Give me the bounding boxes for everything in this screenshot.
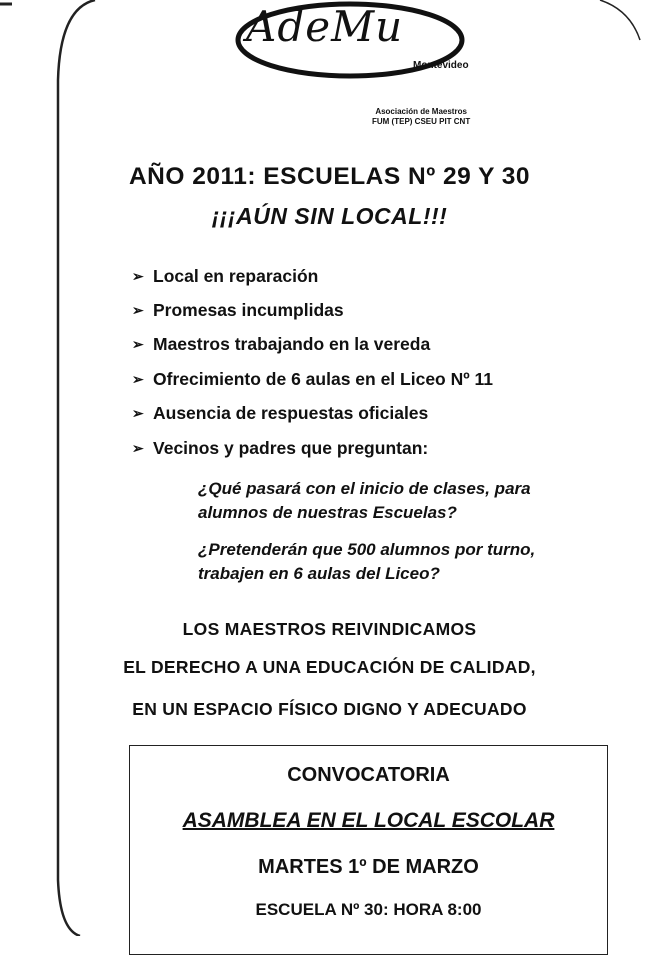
bullet-list: [132, 259, 493, 465]
bullet-text: Maestros trabajando en la vereda: [153, 334, 431, 355]
claim-line-1: LOS MAESTROS REIVINDICAMOS: [182, 619, 477, 639]
call-detail: ESCUELA Nº 30: HORA 8:00: [255, 900, 482, 919]
call-event: ASAMBLEA EN EL LOCAL ESCOLAR: [182, 809, 555, 832]
arrow-bullet-icon: ➢: [132, 439, 144, 456]
question-1: [198, 477, 638, 525]
call-box: [129, 745, 608, 955]
headline: AÑO 2011: ESCUELAS Nº 29 Y 30: [128, 163, 531, 190]
question-line: ¿Qué pasará con el inicio de clases, para: [198, 479, 531, 498]
list-item: [132, 397, 493, 431]
bullet-text: Local en reparación: [153, 265, 319, 286]
bullet-text: Ofrecimiento de 6 aulas en el Liceo Nº 11: [153, 368, 493, 389]
association-info: [372, 107, 470, 127]
claim-line-3: EN UN ESPACIO FÍSICO DIGNO Y ADECUADO: [132, 699, 527, 719]
question-line: alumnos de nuestras Escuelas?: [198, 503, 457, 522]
list-item: [132, 328, 493, 362]
list-item: [132, 293, 493, 327]
arrow-bullet-icon: ➢: [132, 302, 144, 319]
list-item: [132, 431, 493, 465]
arrow-bullet-icon: ➢: [132, 405, 144, 422]
list-item: [132, 362, 493, 396]
logo-city: Montevideo: [413, 60, 469, 71]
call-date: MARTES 1º DE MARZO: [258, 856, 479, 878]
arrow-bullet-icon: ➢: [132, 336, 144, 353]
question-2: [198, 538, 638, 586]
list-item: [132, 259, 493, 293]
bullet-text: Ausencia de respuestas oficiales: [153, 403, 429, 424]
call-title: CONVOCATORIA: [287, 764, 450, 786]
logo-wordmark: AdeMu: [246, 2, 404, 51]
question-line: trabajen en 6 aulas del Liceo?: [198, 564, 440, 583]
arrow-bullet-icon: ➢: [132, 267, 144, 284]
subheadline: ¡¡¡AÚN SIN LOCAL!!!: [211, 203, 448, 229]
association-name: Asociación de Maestros: [375, 107, 467, 116]
claim-line-2: EL DERECHO A UNA EDUCACIÓN DE CALIDAD,: [123, 657, 536, 677]
bullet-text: Promesas incumplidas: [153, 300, 344, 321]
bullet-text: Vecinos y padres que preguntan:: [153, 437, 429, 458]
question-line: ¿Pretenderán que 500 alumnos por turno,: [198, 540, 536, 559]
arrow-bullet-icon: ➢: [132, 370, 144, 387]
association-affiliation: FUM (TEP) CSEU PIT CNT: [372, 117, 471, 126]
